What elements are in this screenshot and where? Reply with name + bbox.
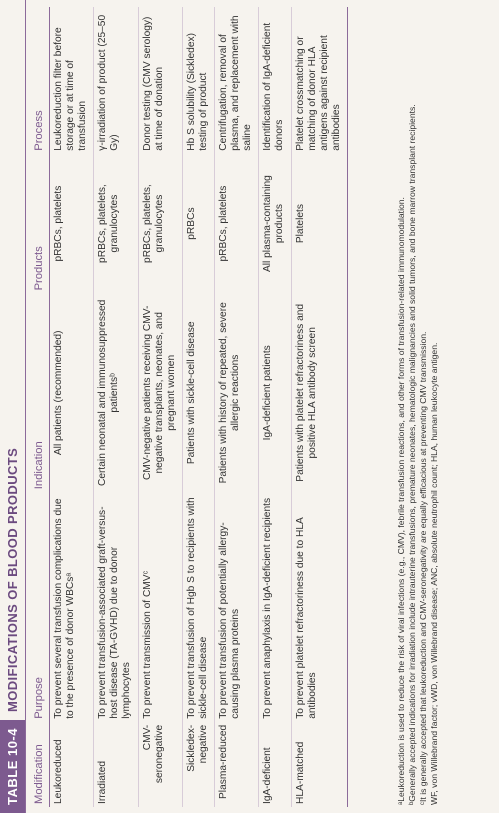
cell-products: All plasma-containing products: [262, 175, 286, 273]
cell-process: Platelet crossmatching or matching of donor HLA antigens against recipient antibodies: [294, 35, 342, 151]
modifications-table: [30, 7, 348, 807]
cell-products: pRBCs: [185, 207, 197, 240]
table-footnotes: [396, 9, 440, 805]
cell-purpose: To prevent several transfusion complications due to the presence of donor WBCsᵃ: [53, 498, 77, 719]
cell-process: Donor testing (CMV serology) at time of donation: [141, 16, 165, 151]
cell-indication: IgA-deficient patients: [262, 345, 274, 441]
cell-indication: Patients with history of repeated, severe allergic reactions: [218, 302, 242, 484]
cell-process: Centrifugation, removal of plasma, and replacement with saline: [218, 15, 254, 151]
cell-indication: Certain neonatal and immunosuppressed patientsᵇ: [97, 299, 121, 486]
cell-products: pRBCs, platelets, granulocytes: [97, 184, 121, 263]
column-header-process: Process: [30, 7, 50, 154]
cell-process: Identification of IgA-deficient donors: [262, 22, 286, 151]
cell-modification: HLA-matched: [294, 741, 306, 804]
cell-purpose: To prevent transfusion of potentially allergy-causing plasma proteins: [218, 522, 242, 719]
cell-products: Platelets: [294, 204, 306, 244]
cell-products: pRBCs, platelets, granulocytes: [141, 184, 165, 263]
cell-purpose: To prevent anaphylaxis in IgA-deficient recipients: [262, 497, 274, 719]
cell-indication: Patients with sickle-cell disease: [185, 321, 197, 465]
table-row: [259, 7, 291, 807]
table-row: [182, 7, 214, 807]
column-header-indication: Indication: [30, 293, 50, 492]
cell-modification: Plasma-reduced: [218, 724, 230, 799]
cell-modification: IgA-deficient: [262, 747, 274, 804]
table-row: [50, 7, 94, 807]
cell-products: pRBCs, platelets: [53, 185, 64, 262]
table-row: [94, 7, 138, 807]
table-title-bar: [0, 0, 26, 813]
cell-modification: Irradiated: [97, 760, 109, 804]
column-header-products: Products: [30, 154, 50, 294]
cell-indication: Patients with platelet refractoriness and positive HLA antibody screen: [294, 303, 318, 482]
cell-process: Leukoreduction filter before storage or at time of transfusion: [53, 27, 89, 151]
cell-modification: Leukoreduced: [53, 739, 64, 804]
table-row: [291, 7, 347, 807]
table-row: [215, 7, 259, 807]
cell-purpose: To prevent transfusion of Hgb S to recipients with sickle-cell disease: [185, 497, 209, 719]
cell-process: γ-irradiation of product (25–50 Gy): [97, 14, 121, 151]
cell-modification: CMV-seronegative: [141, 724, 165, 784]
table-title: MODIFICATIONS OF BLOOD PRODUCTS: [5, 447, 20, 712]
footnote-c: ᶜIt is generally accepted that leukoreduction and CMV-seronegativity are equally efficacious at preventing CMV transmission.: [418, 331, 428, 805]
footnote-abbreviations: WF, von Willebrand factor; vWD, von Willebrand disease; ANC, absolute neutrophil count; HLA, human leukocyte antigen.: [429, 342, 439, 805]
table-container: [30, 7, 348, 807]
table-row: [138, 7, 182, 807]
cell-modification: Sickledex-negative: [185, 724, 209, 772]
cell-purpose: To prevent transfusion-associated graft-versus-host disease (TA-GVHD) due to donor lymphocytes: [97, 506, 133, 719]
cell-products: pRBCs, platelets: [218, 185, 230, 262]
footnote-a: ᵃLeukoreduction is used to reduce the risk of viral infections (e.g., CMV), febrile transfusion reactions, and other forms of transfusion-related immunomodulation.: [396, 197, 406, 805]
cell-indication: All patients (recommended): [53, 330, 64, 456]
table-number-tag: TABLE 10-4: [0, 720, 25, 813]
cell-indication: CMV-negative patients receiving CMV-negative transplants, neonates, and pregnant women: [141, 305, 177, 481]
cell-process: Hb S solubility (Sickledex) testing of product: [185, 33, 209, 151]
cell-purpose: To prevent platelet refractoriness due to HLA antibodies: [294, 517, 318, 719]
column-header-purpose: Purpose: [30, 492, 50, 722]
table-header-row: [30, 7, 50, 807]
cell-purpose: To prevent transmission of CMVᶜ: [141, 570, 153, 719]
column-header-modification: Modification: [30, 722, 50, 807]
footnote-b: ᵇGenerally accepted indications for irradiation include intrauterine transfusions, premature neonates, hematologic malignancies and solid tumors, and bone marrow transplant recipients.: [407, 104, 417, 805]
